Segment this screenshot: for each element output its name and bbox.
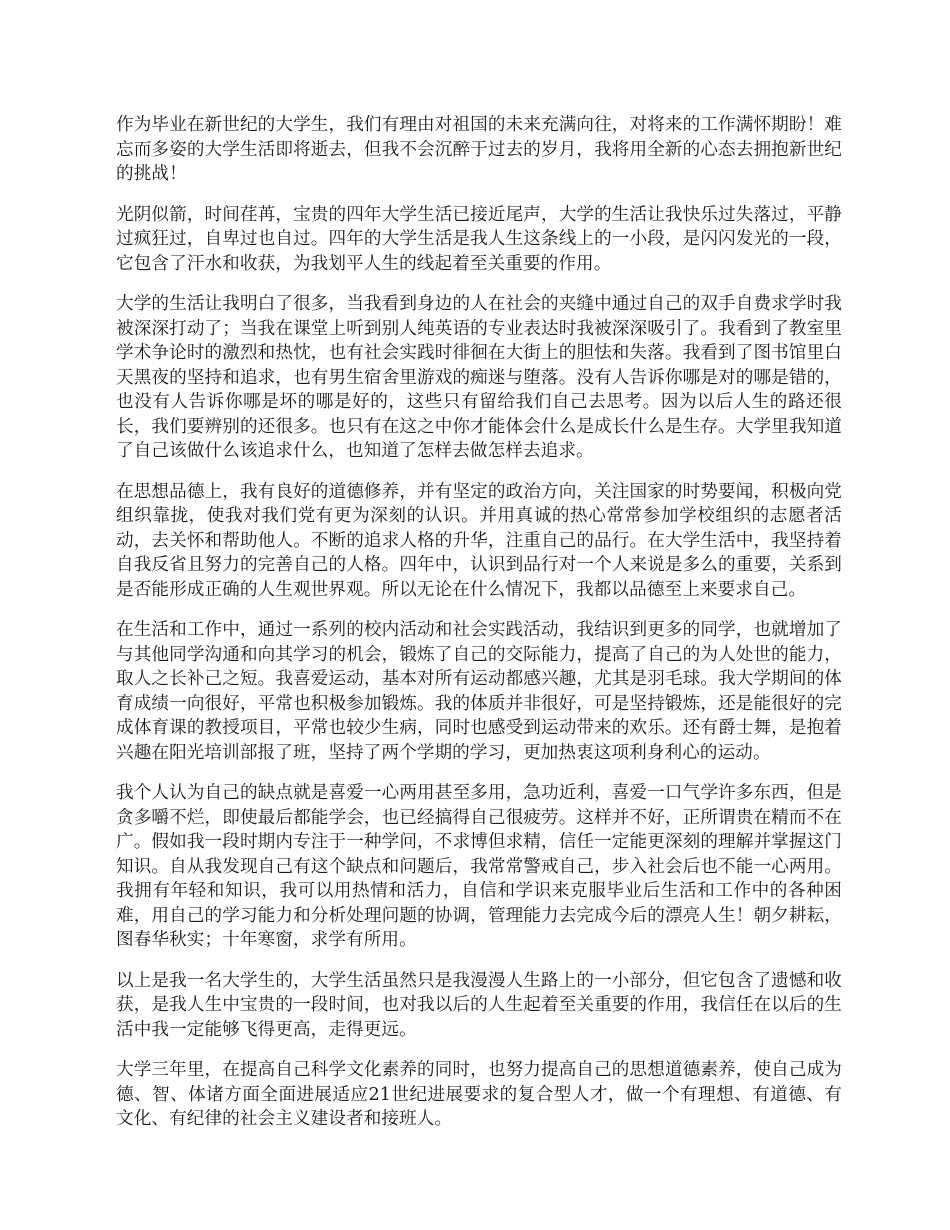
paragraph-2: 光阴似箭，时间荏苒，宝贵的四年大学生活已接近尾声，大学的生活让我快乐过失落过，平静过疯狂过，自卑过也自过。四年的大学生活是我人生这条线上的一小段，是闪闪发光的一段，它包含了汗水和收获，为我划平人生的线起着至关重要的作用。: [116, 204, 842, 274]
paragraph-6: 我个人认为自己的缺点就是喜爱一心两用甚至多用，急功近利，喜爱一口气学许多东西，但是贪多嚼不烂，即使最后都能学会，也已经搞得自己很疲劳。这样并不好，正所谓贵在精而不在广。假如我一段时期内专注于一种学问，不求博但求精，信任一定能更深刻的理解并掌握这门知识。自从我发现自己有这个缺点和问题后，我常常警戒自己，步入社会后也不能一心两用。我拥有年轻和知识，我可以用热情和活力，自信和学识来克服毕业后生活和工作中的各种困难，用自己的学习能力和分析处理问题的协调，管理能力去完成今后的漂亮人生！朝夕耕耘，图春华秋实；十年寒窗，求学有所用。: [116, 783, 842, 950]
paragraph-1: 作为毕业在新世纪的大学生，我们有理由对祖国的未来充满向往，对将来的工作满怀期盼！难忘而多姿的大学生活即将逝去，但我不会沉醉于过去的岁月，我将用全新的心态去拥抱新世纪的挑战！: [116, 115, 842, 184]
paragraph-4: 在思想品德上，我有良好的道德修养，并有坚定的政治方向，关注国家的时势要闻，积极向党组织靠拢，使我对我们党有更为深刻的认识。并用真诚的热心常常参加学校组织的志愿者活动，去关怀和帮助他人。不断的追求人格的升华，注重自己的品行。在大学生活中，我坚持着自我反省且努力的完善自己的人格。四年中，认识到品行对一个人来说是多么的重要，关系到是否能形成正确的人生观世界观。所以无论在什么情况下，我都以品德至上来要求自己。: [116, 481, 842, 600]
paragraph-7: 以上是我一名大学生的，大学生活虽然只是我漫漫人生路上的一小部分，但它包含了遗憾和收获，是我人生中宝贵的一段时间，也对我以后的人生起着至关重要的作用，我信任在以后的生活中我一定能够飞得更高，走得更远。: [116, 970, 842, 1040]
document-body: [116, 113, 842, 1148]
paragraph-3: 大学的生活让我明白了很多，当我看到身边的人在社会的夹缝中通过自己的双手自费求学时我被深深打动了；当我在课堂上听到别人纯英语的专业表达时我被深深吸引了。我看到了教室里学术争论时的激烈和热忱，也有社会实践时徘徊在大街上的胆怯和失落。我看到了图书馆里白天黑夜的坚持和追求，也有男生宿舍里游戏的痴迷与堕落。没有人告诉你哪是对的哪是错的，也没有人告诉你哪是坏的哪是好的，这些只有留给我们自己去思考。因为以后人生的路还很长，我们要辨别的还很多。也只有在这之中你才能体会什么是成长什么是生存。大学里我知道了自己该做什么该追求什么，也知道了怎样去做怎样去追求。: [116, 294, 842, 461]
paragraph-8: 大学三年里，在提高自己科学文化素养的同时，也努力提高自己的思想道德素养，使自己成为德、智、体诸方面全面进展适应21世纪进展要求的复合型人才，做一个有理想、有道德、有文化、有纪律的社会主义建设者和接班人。: [116, 1060, 842, 1129]
paragraph-5: 在生活和工作中，通过一系列的校内活动和社会实践活动，我结识到更多的同学，也就增加了与其他同学沟通和向其学习的机会，锻炼了自己的交际能力，提高了自己的为人处世的能力，取人之长补己之短。我喜爱运动，基本对所有运动都感兴趣，尤其是羽毛球。我大学期间的体育成绩一向很好，平常也积极参加锻炼。我的体质并非很好，可是坚持锻炼，还是能很好的完成体育课的教授项目，平常也较少生病，同时也感受到运动带来的欢乐。还有爵士舞，是抱着兴趣在阳光培训部报了班，坚持了两个学期的学习，更加热衷这项利身利心的运动。: [116, 620, 842, 763]
